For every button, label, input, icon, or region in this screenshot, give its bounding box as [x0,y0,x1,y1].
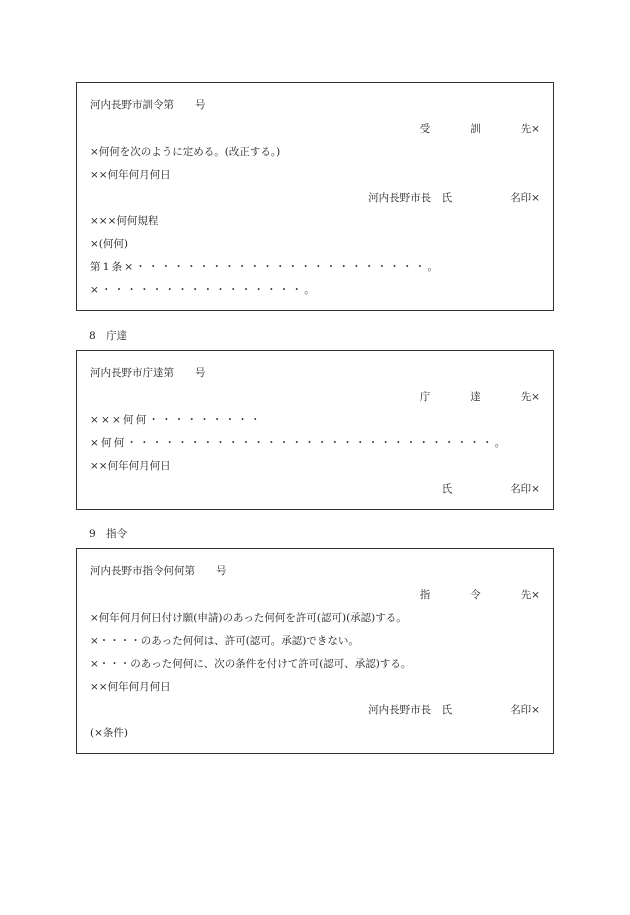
chotatsu-date: ××何年何月何日 [90,460,171,472]
chotatsu-recipient [420,389,540,404]
shirei-header: 河内長野市指令何何第 号 [90,565,227,577]
shirei-signature [368,702,540,717]
chotatsu-signature [442,481,540,496]
kunrei-regulation-title: ×××何何規程 [90,215,159,227]
shirei-recipient [420,587,540,602]
kunrei-clause: ×・・・・・・・・・・・・・・・・。 [90,284,317,296]
recipient-char-3: 先× [520,123,540,135]
recipient-char-2: 訓 [470,123,481,135]
shirei-box [76,548,554,754]
kunrei-date: ××何年何月何日 [90,169,171,181]
shirei-body-3: ×・・・のあった何何に、次の条件を付けて許可(認可、承認)する。 [90,658,412,670]
kunrei-article: 第1条×・・・・・・・・・・・・・・・・・・・・・・・。 [90,261,441,273]
chotatsu-header: 河内長野市庁達第 号 [90,367,206,379]
shirei-body-2: ×・・・・のあった何何は、許可(認可。承認)できない。 [90,635,359,647]
recipient-char-1: 指 [419,589,431,601]
signer-seal: 名印× [510,704,540,716]
shirei-date: ××何年何月何日 [90,681,171,693]
recipient-char-2: 令 [470,589,481,601]
kunrei-header: 河内長野市訓令第 号 [90,99,206,111]
kunrei-box [76,82,554,311]
section-8-title: 8 庁達 [89,330,128,342]
shirei-body-1: ×何年何月何日付け願(申請)のあった何何を許可(認可)(承認)する。 [90,612,407,624]
signer: 氏 [441,483,453,495]
kunrei-recipient [420,121,540,136]
signer-seal: 名印× [510,483,540,495]
signer-seal: 名印× [510,192,540,204]
signer: 河内長野市長 氏 [368,192,453,204]
recipient-char-1: 受 [419,123,431,135]
kunrei-caption: ×(何何) [90,238,128,250]
recipient-char-2: 達 [470,391,481,403]
chotatsu-body-2: ×何何・・・・・・・・・・・・・・・・・・・・・・・・・・・・・。 [90,437,508,449]
chotatsu-box [76,350,554,510]
recipient-char-3: 先× [520,589,540,601]
kunrei-signature [368,190,540,205]
recipient-char-3: 先× [520,391,540,403]
signer: 河内長野市長 氏 [368,704,453,716]
shirei-conditions: (×条件) [90,727,128,739]
recipient-char-1: 庁 [419,391,431,403]
kunrei-body: ×何何を次のように定める。(改正する。) [90,146,281,158]
section-9-title: 9 指令 [89,528,128,540]
chotatsu-body-1: ×××何何・・・・・・・・・ [90,414,263,426]
